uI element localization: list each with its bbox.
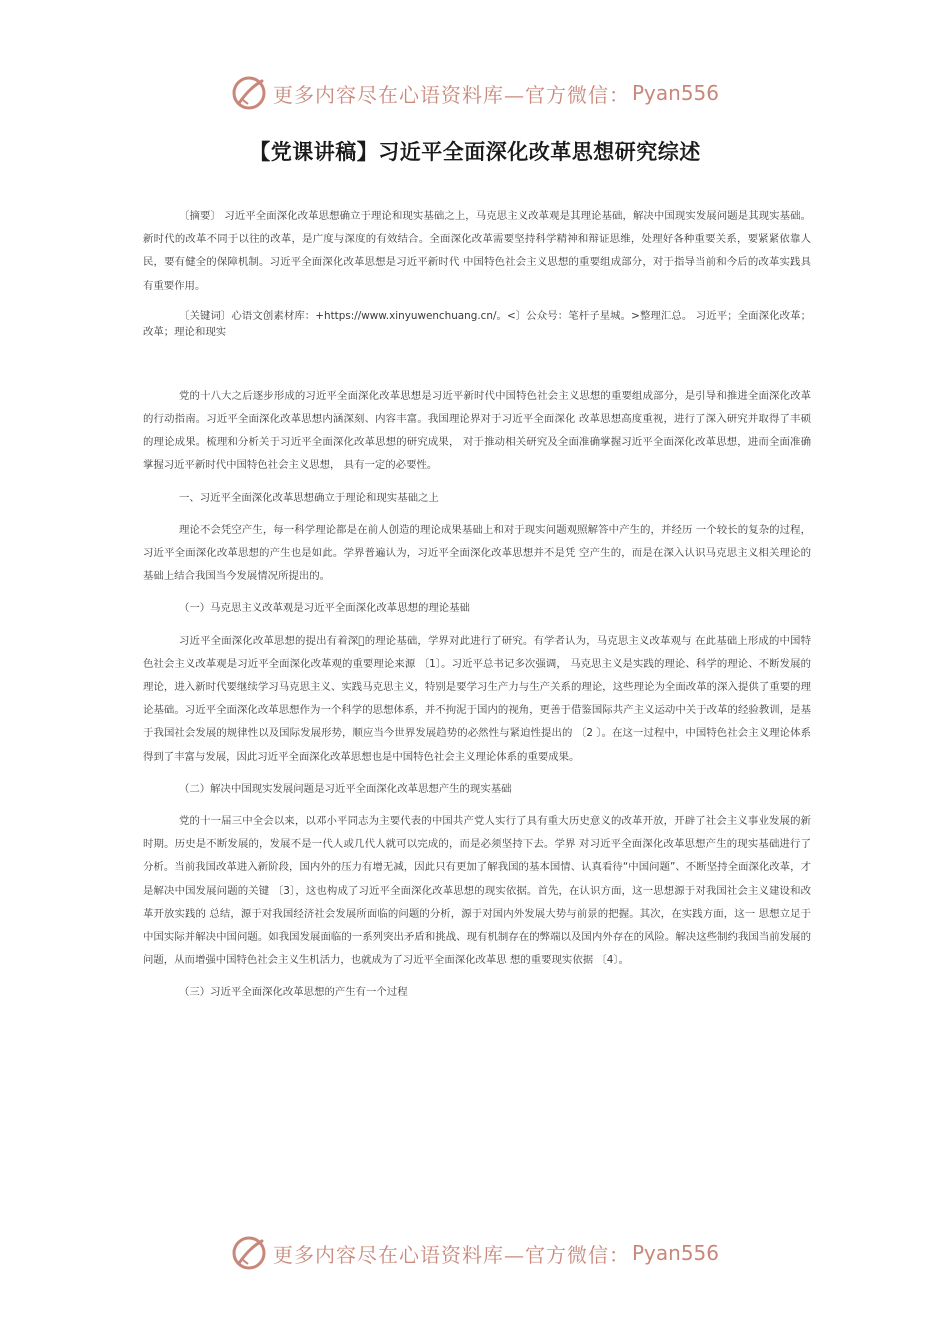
banner-text: 更多内容尽在心语资料库—官方微信： bbox=[273, 1242, 630, 1267]
subsection-heading-3: （三）习近平全面深化改革思想的产生有一个过程 bbox=[179, 986, 408, 999]
subsection-heading-2: （二）解决中国现实发展问题是习近平全面深化改革思想产生的现实基础 bbox=[179, 782, 512, 795]
banner-text: 更多内容尽在心语资料库—官方微信： bbox=[273, 82, 630, 107]
bottom-watermark-banner bbox=[0, 1228, 950, 1278]
section-heading-1: 一、习近平全面深化改革思想确立于理论和现实基础之上 bbox=[179, 491, 439, 504]
section1-paragraph: 理论不会凭空产生，每一科学理论都是在前人创造的理论成果基础上和对于现实问题观照解答中产生的，并经历 一个较长的复杂的过程，习近平全面深化改革思想的产生也是如此。学界普遍认为，习近平全面深化改革思想并不是凭 空产生的，而是在深入认识马克思主义相关理论的基础上结合我国当今发展情况所提出的。 bbox=[143, 523, 811, 583]
brush-logo-icon bbox=[229, 1233, 269, 1273]
banner-wechat-id: Pyan556 bbox=[632, 81, 720, 105]
abstract: 〔摘要〕 习近平全面深化改革思想确立于理论和现实基础之上，马克思主义改革观是其理论基础，解决中国现实发展问题是其现实基础。新时代的改革不同于以往的改革，是广度与深度的有效结合。全面深化改革需要坚持科学精神和辩证思维，处理好各种重要关系，要紧紧依靠人民，要有健全的保障机制。习近平全面深化改革思想是习近平新时代 中国特色社会主义思想的重要组成部分，对于指导当前和今后的改革实践具有重要作用。 bbox=[143, 210, 811, 292]
brush-logo-icon bbox=[229, 73, 269, 113]
keywords: 〔关键词〕心语文创素材库：+https://www.xinyuwenchuang.cn/。<〕公众号：笔杆子星城。>整理汇总。 习近平；全面深化改革；改革；理论和现实 bbox=[143, 309, 811, 338]
intro-paragraph: 党的十八大之后逐步形成的习近平全面深化改革思想是习近平新时代中国特色社会主义思想的重要组成部分，是引导和推进全面深化改革的行动指南。习近平全面深化改革思想内涵深刻、内容丰富。我国理论界对于习近平全面深化 改革思想高度重视，进行了深入研究并取得了丰硕的理论成果。梳理和分析关于习近平全面深化改革思想的研究成果， 对于推动相关研究及全面准确掌握习近平全面深化改革思想，进而全面准确掌握习近平新时代中国特色社会主义思想， 具有一定的必要性。 bbox=[143, 389, 811, 472]
page-title: 【党课讲稿】习近平全面深化改革思想研究综述 bbox=[249, 140, 701, 164]
subsection-heading-1: （一）马克思主义改革观是习近平全面深化改革思想的理论基础 bbox=[179, 602, 470, 615]
subsection1-paragraph: 习近平全面深化改革思想的提出有着深 的理论基础，学界对此进行了研究。有学者认为，马克思主义改革观与 在此基础上形成的中国特色社会主义改革观是习近平全面深化改革观的重要理论来源 〔1〕。习近平总书记多次强调， 马克思主义是实践的理论、科学的理论、不断发展的理论，进入新时代要继续学习马克思主义、实践马克思主义，特别是要学习生产力与生产关系的理论，这些理论为全面改革的深入提供了重要的理论基础。习近平全面深化改革思想作为一个科学的思想体系，并不拘泥于国内的视角，更善于借鉴国际共产主义运动中关于改革的经验教训，是基于我国社会发展的规律性以及国际发展形势，顺应当今世界发展趋势的必然性与紧迫性提出的 〔2 〕。在这一过程中，中国特色社会主义理论体系得到了丰富与发展，因此习近平全面深化改革思想也是中国特色社会主义理论体系的重要成果。 bbox=[143, 634, 811, 763]
subsection2-paragraph: 党的十一届三中全会以来，以邓小平同志为主要代表的中国共产党人实行了具有重大历史意义的改革开放，开辟了社会主义事业发展的新时期。历史是不断发展的，发展不是一代人或几代人就可以完成的，而是必须坚持下去。学界 对习近平全面深化改革思想产生的现实基础进行了分析。当前我国改革进入新阶段，国内外的压力有增无减，因此只有更加了解我国的基本国情、认真看待“中国问题”、不断坚持全面深化改革，才是解决中国发展问题的关键 〔3〕，这也构成了习近平全面深化改革思想的现实依据。首先，在认识方面，这一思想源于对我国社会主义建设和改革开放实践的 总结，源于对我国经济社会发展所面临的问题的分析，源于对国内外发展大势与前景的把握。其次，在实践方面，这一 思想立足于中国实际并解决中国问题。如我国发展面临的一系列突出矛盾和挑战、现有机制存在的弊端以及国内外存在的风险。解决这些制约我国当前发展的问题，从而增强中国特色社会主义生机活力，也就成为了习近平全面深化改革思 想的重要现实依据 〔4〕。 bbox=[143, 815, 811, 967]
article-body bbox=[143, 205, 811, 1005]
top-watermark-banner bbox=[0, 68, 950, 118]
banner-wechat-id: Pyan556 bbox=[632, 1241, 720, 1265]
